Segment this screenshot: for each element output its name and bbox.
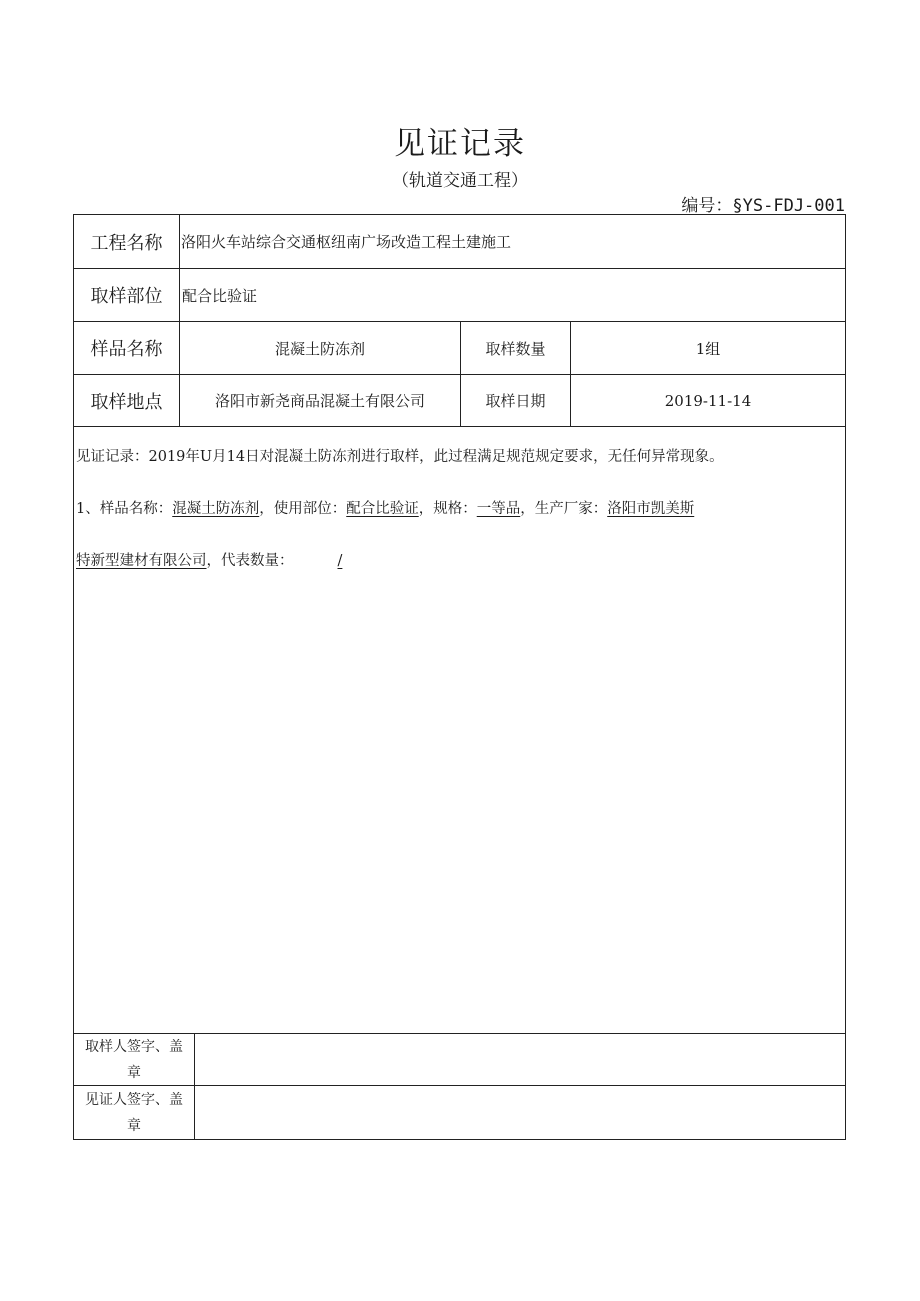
- row-witness-signature: [74, 1086, 845, 1139]
- row-sampler-signature: [74, 1033, 845, 1086]
- record-maker-part-b: 特新型建材有限公司: [76, 553, 207, 569]
- sample-qty-label: 取样数量: [485, 339, 546, 358]
- record-line-1: 见证记录：2019年U月14日对混凝土防冻剂进行取样，此过程满足规范规定要求，无任何异常现象。: [76, 449, 724, 465]
- sampler-signature-label: 取样人签字、盖章: [85, 1038, 183, 1081]
- row-sample-place: [74, 375, 845, 427]
- record-line-3: [76, 549, 342, 570]
- record-use-part: 配合比验证: [346, 501, 419, 517]
- record-maker-part-a: 洛阳市凯美斯: [607, 501, 695, 517]
- document-code: 编号：§YS-FDJ-001: [681, 196, 845, 216]
- record-area: [74, 427, 845, 1033]
- sampler-signature-field[interactable]: [195, 1034, 845, 1085]
- sample-name-value: 混凝土防冻剂: [274, 339, 365, 358]
- sample-date-value: 2019-11-14: [664, 391, 752, 410]
- record-sample-name-prefix: 1、样品名称：: [76, 501, 173, 517]
- row-sample-part: [74, 269, 845, 322]
- sample-part-label: 取样部位: [90, 286, 163, 307]
- sample-qty-value: 1组: [695, 339, 721, 358]
- record-maker-prefix: ，生产厂家：: [520, 501, 608, 517]
- record-sample-name: 混凝土防冻剂: [172, 501, 260, 517]
- sample-place-value: 洛阳市新尧商品混凝土有限公司: [214, 392, 425, 410]
- record-qty-prefix: ，代表数量：: [206, 553, 294, 569]
- document-subtitle: （轨道交通工程）: [392, 171, 528, 191]
- witness-record-form: [73, 214, 846, 1140]
- sample-name-label: 样品名称: [90, 339, 163, 360]
- witness-signature-field[interactable]: [195, 1086, 845, 1139]
- project-name-label: 工程名称: [90, 232, 163, 254]
- witness-signature-label: 见证人签字、盖章: [85, 1091, 183, 1134]
- record-spec: 一等品: [476, 501, 521, 517]
- record-qty: /: [337, 553, 343, 569]
- row-sample-name: [74, 322, 845, 375]
- document-title: 见证记录: [394, 126, 526, 162]
- row-project-name: [74, 215, 845, 269]
- project-name-value: 洛阳火车站综合交通枢纽南广场改造工程土建施工: [181, 233, 512, 251]
- sample-part-value: 配合比验证: [182, 286, 258, 305]
- record-use-part-prefix: ，使用部位：: [259, 501, 347, 517]
- record-spec-prefix: ，规格：: [418, 501, 477, 517]
- sample-date-label: 取样日期: [485, 392, 546, 410]
- sample-place-label: 取样地点: [90, 391, 163, 413]
- record-line-2: [76, 497, 694, 518]
